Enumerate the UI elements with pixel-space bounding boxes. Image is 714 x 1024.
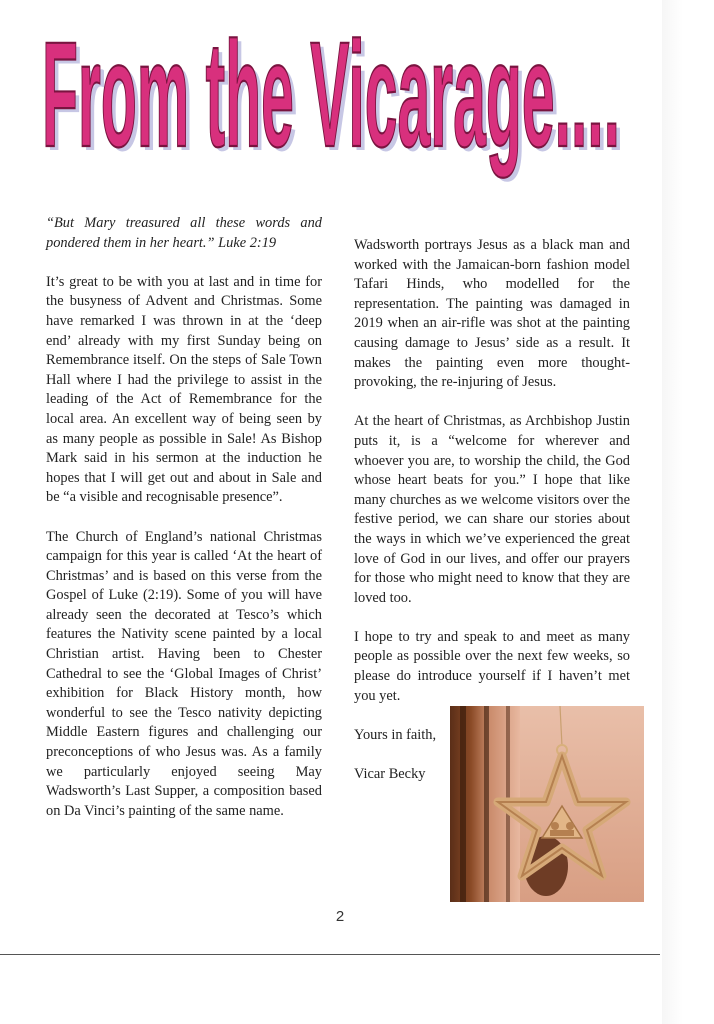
paragraph: It’s great to be with you at last and in time for the busyness of Advent and Christmas. Some have remarked I was thrown in at the ‘deep end’ already with my first Sunday being on Remembrance itself. On the steps of Sale Town Hall where I had the privilege to assist in the leading of the Act of Remembrance for the local area. An excellent way of being seen by as many people as possible in Sale! As Bishop Mark said in his sermon at the induction he hopes that I will get out and about in Sale and be “a visible and recognisable presence”. bbox=[46, 273, 322, 506]
page-number: 2 bbox=[335, 908, 345, 925]
page-edge-shadow bbox=[662, 0, 714, 1024]
signature-block bbox=[354, 726, 448, 785]
masthead-title-graphic bbox=[40, 18, 640, 198]
paragraph: At the heart of Christmas, as Archbishop Justin puts it, is a “welcome for wherever and whoever you are, to worship the child, the God whose heart beats for you.” I hope that like many churches as we welcome visitors over the festive period, we can share our stories about the ways in which we’ve experienced the great love of God in our lives, and offer our prayers for those who might need to know that they are loved too. bbox=[354, 413, 630, 606]
nativity-star-photo bbox=[450, 706, 644, 902]
sign-off: Yours in faith, bbox=[354, 726, 437, 743]
left-column bbox=[46, 214, 322, 841]
signature: Vicar Becky bbox=[354, 766, 426, 783]
paragraph: I hope to try and speak to and meet as many people as possible over the next few weeks, so please do introduce yourself if I haven’t met you yet. bbox=[354, 628, 630, 704]
wooden-star-nativity-ornament-icon bbox=[450, 706, 644, 902]
footer-divider bbox=[0, 954, 660, 955]
masthead-title: From the Vicarage.... bbox=[42, 18, 620, 178]
masthead-title-shadow: From the Vicarage.... bbox=[46, 18, 624, 182]
scripture-quote: “But Mary treasured all these words and pondered them in her heart.” Luke 2:19 bbox=[46, 215, 322, 251]
paragraph: The Church of England’s national Christmas campaign for this year is called ‘At the heart of Christmas’ and is based on this verse from the Gospel of Luke (2:19). Some of you will have already seen the decorated at Tesco’s which features the Nativity scene painted by a local Christian artist. Having been to Chester Cathedral to see the ‘Global Images of Christ’ exhibition for Black History month, how wonderful to see the Tesco nativity depicting Middle Eastern figures and challenging our preconceptions of who Jesus was. As a family we particularly enjoyed seeing May Wadsworth’s Last Supper, a composition based on Da Vinci’s painting of the same name. bbox=[46, 528, 322, 819]
masthead bbox=[40, 18, 640, 198]
paragraph: Wadsworth portrays Jesus as a black man and worked with the Jamaican-born fashion model Tafari Hinds, who modelled for the representation. The painting was damaged in 2019 when an air-rifle was shot at the painting causing damage to Jesus’ side as a result. It makes the painting even more thought-provoking, the re-injuring of Jesus. bbox=[354, 237, 630, 391]
